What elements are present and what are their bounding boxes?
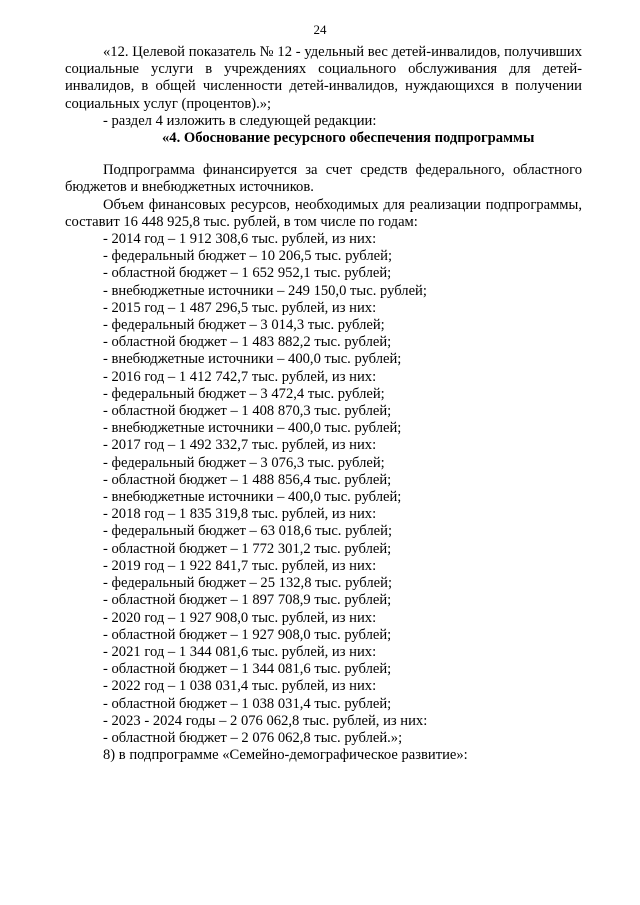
funding-line: - 2017 год – 1 492 332,7 тыс. рублей, из них: bbox=[103, 437, 377, 454]
funding-line: - федеральный бюджет – 10 206,5 тыс. рублей; bbox=[103, 248, 392, 265]
funding-line: - внебюджетные источники – 249 150,0 тыс. рублей; bbox=[103, 282, 427, 299]
funding-line: - областной бюджет – 2 076 062,8 тыс. рублей.»; bbox=[103, 729, 403, 746]
funding-line: - областной бюджет – 1 408 870,3 тыс. рублей; bbox=[103, 403, 392, 420]
funding-list bbox=[65, 231, 582, 747]
funding-line: - областной бюджет – 1 897 708,9 тыс. рублей; bbox=[103, 592, 392, 609]
funding-line: - 2019 год – 1 922 841,7 тыс. рублей, из них: bbox=[103, 557, 377, 574]
funding-line: - внебюджетные источники – 400,0 тыс. рублей; bbox=[103, 489, 402, 506]
funding-line: - федеральный бюджет – 3 472,4 тыс. рублей; bbox=[103, 385, 385, 402]
funding-line: - областной бюджет – 1 927 908,0 тыс. рублей; bbox=[103, 626, 392, 643]
volume-paragraph: Объем финансовых ресурсов, необходимых для реализации подпрограммы, составит 16 448 925,8 тыс. рублей, в том числе по годам: bbox=[65, 196, 582, 230]
funding-line: - 2020 год – 1 927 908,0 тыс. рублей, из них: bbox=[103, 609, 377, 626]
funding-line: - 2023 - 2024 годы – 2 076 062,8 тыс. рублей, из них: bbox=[103, 712, 428, 729]
funding-line: - 2018 год – 1 835 319,8 тыс. рублей, из них: bbox=[103, 506, 377, 523]
funding-line: - областной бюджет – 1 772 301,2 тыс. рублей; bbox=[103, 540, 392, 557]
funding-line: - областной бюджет – 1 483 882,2 тыс. рублей; bbox=[103, 334, 392, 351]
funding-line: - внебюджетные источники – 400,0 тыс. рублей; bbox=[103, 420, 402, 437]
section-heading: «4. Обоснование ресурсного обеспечения подпрограммы bbox=[162, 130, 535, 147]
funding-line: - 2021 год – 1 344 081,6 тыс. рублей, из них: bbox=[103, 643, 377, 660]
funding-line: - федеральный бюджет – 3 076,3 тыс. рублей; bbox=[103, 454, 385, 471]
spacer bbox=[65, 147, 582, 162]
funding-line: - 2015 год – 1 487 296,5 тыс. рублей, из них: bbox=[103, 299, 377, 316]
document-body bbox=[65, 44, 582, 764]
closing-line: 8) в подпрограмме «Семейно-демографическое развитие»: bbox=[103, 747, 468, 764]
funding-line: - федеральный бюджет – 63 018,6 тыс. рублей; bbox=[103, 523, 392, 540]
target-indicator-paragraph: «12. Целевой показатель № 12 - удельный вес детей-инвалидов, получивших социальные услуги в учреждениях социального обслуживания для детей-инвалидов, в общей численности детей-инвалидов, нуждающихся в получении социальных услуг (процентов).»; bbox=[65, 44, 582, 112]
page-number: 24 bbox=[313, 22, 327, 37]
funding-line: - областной бюджет – 1 488 856,4 тыс. рублей; bbox=[103, 471, 392, 488]
financing-paragraph: Подпрограмма финансируется за счет средств федерального, областного бюджетов и внебюджетных источников. bbox=[65, 162, 582, 196]
funding-line: - 2016 год – 1 412 742,7 тыс. рублей, из них: bbox=[103, 368, 377, 385]
funding-line: - 2022 год – 1 038 031,4 тыс. рублей, из них: bbox=[103, 678, 377, 695]
funding-line: - областной бюджет – 1 038 031,4 тыс. рублей; bbox=[103, 695, 392, 712]
funding-line: - областной бюджет – 1 344 081,6 тыс. рублей; bbox=[103, 661, 392, 678]
funding-line: - внебюджетные источники – 400,0 тыс. рублей; bbox=[103, 351, 402, 368]
funding-line: - 2014 год – 1 912 308,6 тыс. рублей, из них: bbox=[103, 231, 377, 248]
section-instruction: - раздел 4 изложить в следующей редакции: bbox=[103, 112, 377, 129]
funding-line: - федеральный бюджет – 3 014,3 тыс. рублей; bbox=[103, 317, 385, 334]
funding-line: - областной бюджет – 1 652 952,1 тыс. рублей; bbox=[103, 265, 392, 282]
funding-line: - федеральный бюджет – 25 132,8 тыс. рублей; bbox=[103, 575, 392, 592]
